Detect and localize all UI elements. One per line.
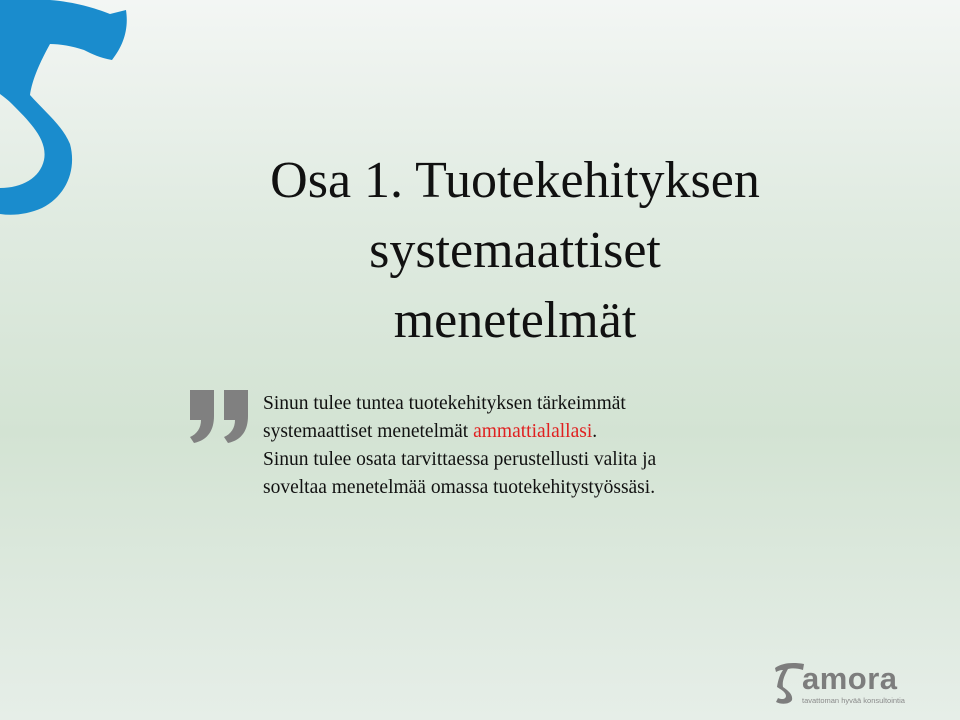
quote-line-2 [263,418,843,446]
title-line-3: menetelmät [393,292,637,349]
title-line-1: Osa 1. Tuotekehityksen [270,152,760,209]
logo-tagline: tavattoman hyvää konsultointia [802,696,905,705]
tamora-logo-icon [772,660,806,704]
quote-line-1: Sinun tulee tuntea tuotekehityksen tärkeimmät [263,393,626,414]
quote-line-2-text: systemaattiset menetelmät [263,421,474,442]
quotation-mark-icon [186,388,252,444]
quote-line-2-end: . [592,421,598,442]
title-line-2: systemaattiset [369,222,661,279]
quote-line-3: Sinun tulee osata tarvittaessa perustellusti valita ja [263,449,657,470]
tamora-swirl-icon [0,0,150,220]
slide-title [150,146,880,356]
quote-line-4: soveltaa menetelmää omassa tuotekehitystyössäsi. [263,477,656,498]
tamora-logo [772,660,912,708]
quote-text [263,390,843,502]
logo-name: amora [802,661,898,696]
highlighted-word: ammattialallasi [473,421,593,442]
